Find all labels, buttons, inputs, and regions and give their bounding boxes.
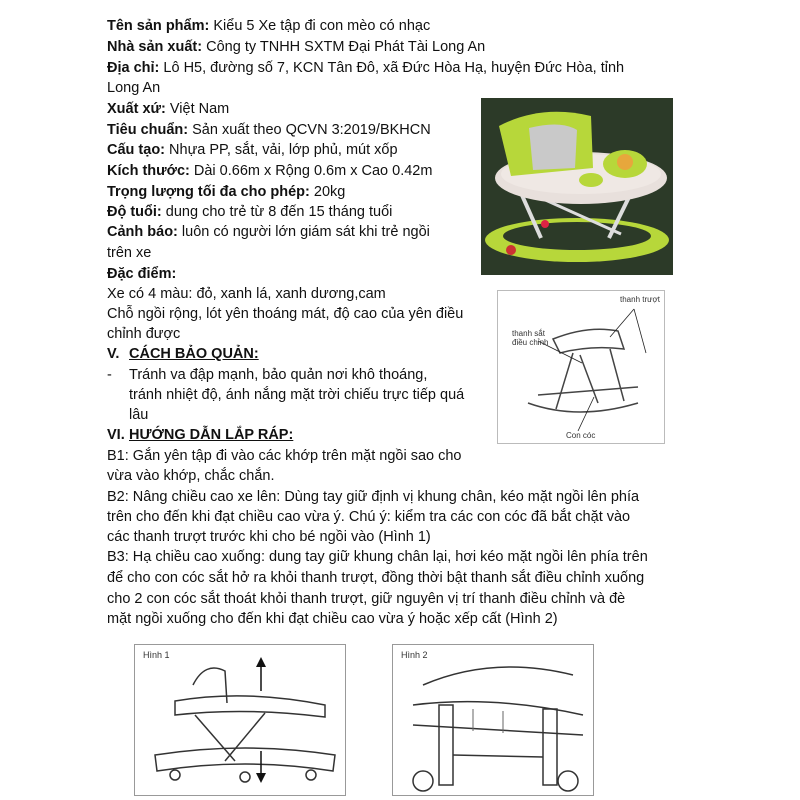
max-weight: 20kg — [313, 184, 346, 200]
step-3-line-1: B3: Hạ chiều cao xuống: dung tay giữ khung chân lại, hơi kéo mặt ngồi lên phía trên — [107, 549, 648, 565]
step-1-line-2: vừa vào khớp, chắc chắn. — [107, 468, 275, 484]
warning-line — [107, 222, 430, 243]
address-label: Địa chỉ: — [107, 60, 160, 76]
size-label: Kích thước: — [107, 163, 190, 179]
step-3-line-4: mặt ngồi xuống cho đến khi đạt chiều cao vừa ý hoặc xếp cất (Hình 2) — [107, 611, 558, 627]
age: dung cho trẻ từ 8 đến 15 tháng tuổi — [165, 204, 393, 220]
adjust-bar-label-2: điều chỉnh — [512, 338, 549, 347]
step-2-line-3: các thanh trượt trước khi cho bé ngồi vào (Hình 1) — [107, 529, 431, 545]
figure-1 — [134, 644, 346, 796]
step-2-line-2: trên cho đến khi đạt chiều cao vừa ý. Chú ý: kiểm tra các con cóc đã bắt chặt vào — [107, 509, 631, 525]
product-name-line — [107, 16, 430, 37]
warning: luôn có người lớn giám sát khi trẻ ngồi — [181, 224, 430, 240]
manufacturer: Công ty TNHH SXTM Đại Phát Tài Long An — [206, 39, 486, 55]
storage-line-3: lâu — [129, 407, 149, 423]
manufacturer-line — [107, 37, 485, 58]
step-3-line-2: để cho con cóc sắt hở ra khỏi thanh trượt, đồng thời bật thanh sắt điều chỉnh xuống — [107, 570, 645, 586]
features-heading: Đặc điểm: — [107, 266, 177, 282]
structure-line — [107, 140, 398, 161]
figure-2 — [392, 644, 594, 796]
origin: Việt Nam — [169, 101, 230, 117]
product-name: Kiểu 5 Xe tập đi con mèo có nhạc — [213, 18, 431, 34]
feature-seat-2: chỉnh được — [107, 326, 181, 342]
feature-colors: Xe có 4 màu: đỏ, xanh lá, xanh dương,cam — [107, 286, 386, 302]
storage-line-1: Tránh va đập mạnh, bảo quản nơi khô thoáng, — [129, 367, 428, 383]
product-name-label: Tên sản phẩm: — [107, 18, 210, 34]
feature-seat: Chỗ ngồi rộng, lót yên thoáng mát, độ cao của yên điều — [107, 306, 464, 322]
figure-1-label: Hình 1 — [143, 650, 170, 660]
max-weight-label: Trọng lượng tối đa cho phép: — [107, 184, 310, 200]
seat-adjustment-diagram — [497, 290, 665, 444]
standard-line — [107, 120, 431, 141]
step-2-line-1: B2: Nâng chiều cao xe lên: Dùng tay giữ định vị khung chân, kéo mặt ngồi lên phía — [107, 489, 640, 505]
address-line — [107, 58, 624, 79]
step-1-line-1: B1: Gắn yên tập đi vào các khớp trên mặt ngồi sao cho — [107, 448, 462, 464]
adjust-bar-label: thanh sắt — [512, 329, 545, 338]
standard: Sản xuất theo QCVN 3:2019/BKHCN — [192, 122, 431, 138]
section-v-heading: CÁCH BẢO QUẢN: — [129, 346, 259, 362]
slider-label: thanh trượt — [620, 295, 660, 304]
warning-line-2: trên xe — [107, 245, 152, 261]
age-label: Độ tuổi: — [107, 204, 162, 220]
age-line — [107, 202, 392, 223]
address: Lô H5, đường số 7, KCN Tân Đô, xã Đức Hòa Hạ, huyện Đức Hòa, tỉnh — [163, 60, 625, 76]
section-v-number: V. — [107, 346, 120, 362]
latch-label: Con cóc — [566, 431, 596, 440]
size: Dài 0.66m x Rộng 0.6m x Cao 0.42m — [193, 163, 433, 179]
structure-label: Cấu tạo: — [107, 142, 165, 158]
origin-line — [107, 99, 229, 120]
warning-label: Cảnh báo: — [107, 224, 178, 240]
storage-bullet: - — [107, 367, 112, 383]
product-photo — [481, 98, 673, 275]
section-vi-number: VI. — [107, 427, 125, 443]
structure: Nhựa PP, sắt, vải, lớp phủ, mút xốp — [169, 142, 398, 158]
size-line — [107, 161, 432, 182]
step-3-line-3: cho 2 con cóc sắt thoát khỏi thanh trượt, giữ nguyên vị trí thanh điều chỉnh và đè — [107, 591, 626, 607]
storage-line-2: tránh nhiệt độ, ánh nắng mặt trời chiếu trực tiếp quá — [129, 387, 465, 403]
figure-2-label: Hình 2 — [401, 650, 428, 660]
max-weight-line — [107, 182, 345, 203]
address-line-2: Long An — [107, 80, 161, 96]
standard-label: Tiêu chuẩn: — [107, 122, 189, 138]
manufacturer-label: Nhà sản xuất: — [107, 39, 203, 55]
baby-walker-illustration — [481, 98, 673, 275]
origin-label: Xuất xứ: — [107, 101, 166, 117]
section-vi-heading: HƯỚNG DẪN LẮP RÁP: — [129, 427, 294, 443]
